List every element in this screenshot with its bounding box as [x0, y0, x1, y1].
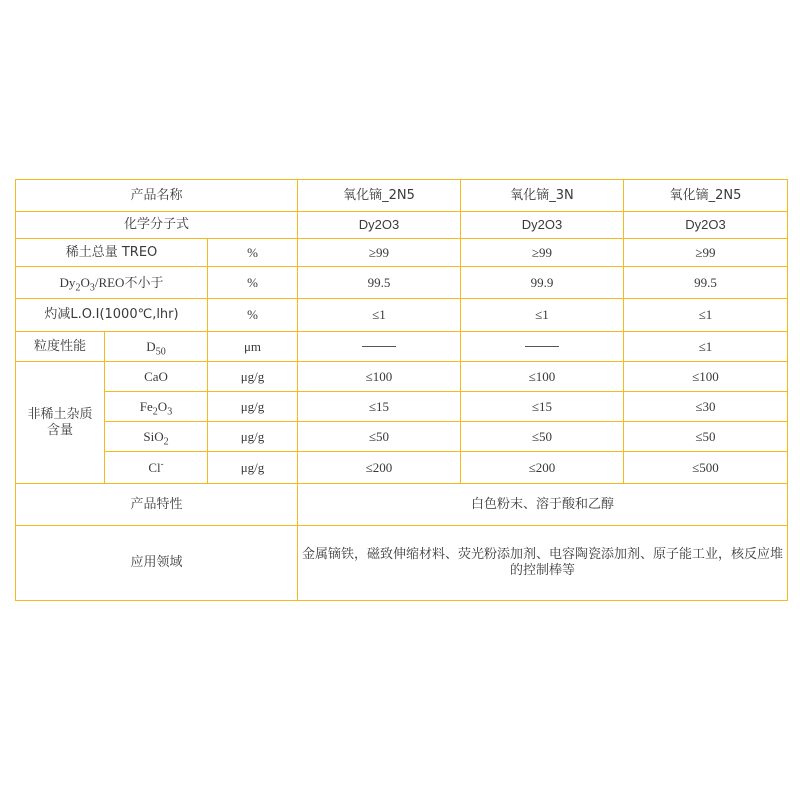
impurity-item-sio2: SiO$_2$ [105, 422, 208, 452]
impurity-value: ≤15 [461, 392, 624, 422]
impurity-value: ≤50 [624, 422, 788, 452]
table-row [16, 452, 788, 484]
impurity-group-label: 非稀土杂质 含量 [16, 362, 105, 484]
product-spec-table [15, 179, 788, 601]
table-row [16, 332, 788, 362]
loi-unit: % [208, 299, 298, 332]
particle-value-2 [461, 332, 624, 362]
product-name-label: 产品名称 [16, 180, 298, 212]
impurity-value: ≤200 [461, 452, 624, 484]
particle-item: $D_{50}$ [105, 332, 208, 362]
formula-value-3: Dy2O3 [624, 212, 788, 239]
table-row [16, 392, 788, 422]
treo-value-1: ≥99 [298, 239, 461, 267]
product-name-2: 氧化镝_3N [461, 180, 624, 212]
impurity-unit: μg/g [208, 452, 298, 484]
impurity-item-fe2o3: $Fe_2O_3$ [105, 392, 208, 422]
impurity-unit: μg/g [208, 422, 298, 452]
impurity-value: ≤100 [298, 362, 461, 392]
features-value: 白色粉末、溶于酸和乙醇 [298, 484, 788, 526]
features-label: 产品特性 [16, 484, 298, 526]
application-value: 金属镝铁，磁致伸缩材料、荧光粉添加剂、电容陶瓷添加剂、原子能工业，核反应堆的控制棒等 [298, 526, 788, 601]
treo-value-2: ≥99 [461, 239, 624, 267]
loi-value-2: ≤1 [461, 299, 624, 332]
purity-unit: % [208, 267, 298, 299]
table-row [16, 362, 788, 392]
formula-label: 化学分子式 [16, 212, 298, 239]
impurity-value: ≤50 [461, 422, 624, 452]
loi-value-3: ≤1 [624, 299, 788, 332]
product-name-1: 氧化镝_2N5 [298, 180, 461, 212]
purity-label: $Dy_2O_3$/REO不小于 [16, 267, 208, 299]
table-row [16, 484, 788, 526]
table-row [16, 239, 788, 267]
table-row [16, 526, 788, 601]
impurity-value: ≤50 [298, 422, 461, 452]
table-row [16, 299, 788, 332]
table-row [16, 422, 788, 452]
formula-value-2: Dy2O3 [461, 212, 624, 239]
impurity-item-cl: Cl- [105, 452, 208, 484]
impurity-unit: μg/g [208, 392, 298, 422]
purity-value-1: 99.5 [298, 267, 461, 299]
treo-unit: % [208, 239, 298, 267]
dash-placeholder [362, 346, 396, 347]
table-header-row [16, 180, 788, 212]
purity-value-3: 99.5 [624, 267, 788, 299]
particle-value-1 [298, 332, 461, 362]
impurity-value: ≤30 [624, 392, 788, 422]
formula-value-1: Dy2O3 [298, 212, 461, 239]
particle-unit: μm [208, 332, 298, 362]
impurity-value: ≤15 [298, 392, 461, 422]
impurity-value: ≤200 [298, 452, 461, 484]
treo-label: 稀土总量 TREO [16, 239, 208, 267]
particle-group-label: 粒度性能 [16, 332, 105, 362]
dash-placeholder [525, 346, 559, 347]
impurity-unit: μg/g [208, 362, 298, 392]
impurity-value: ≤100 [461, 362, 624, 392]
loi-value-1: ≤1 [298, 299, 461, 332]
table-row [16, 212, 788, 239]
purity-value-2: 99.9 [461, 267, 624, 299]
impurity-value: ≤500 [624, 452, 788, 484]
impurity-item-cao: CaO [105, 362, 208, 392]
product-name-3: 氧化镝_2N5 [624, 180, 788, 212]
impurity-value: ≤100 [624, 362, 788, 392]
particle-value-3: ≤1 [624, 332, 788, 362]
loi-label: 灼减L.O.I(1000℃,lhr) [16, 299, 208, 332]
table-row [16, 267, 788, 299]
treo-value-3: ≥99 [624, 239, 788, 267]
application-label: 应用领域 [16, 526, 298, 601]
